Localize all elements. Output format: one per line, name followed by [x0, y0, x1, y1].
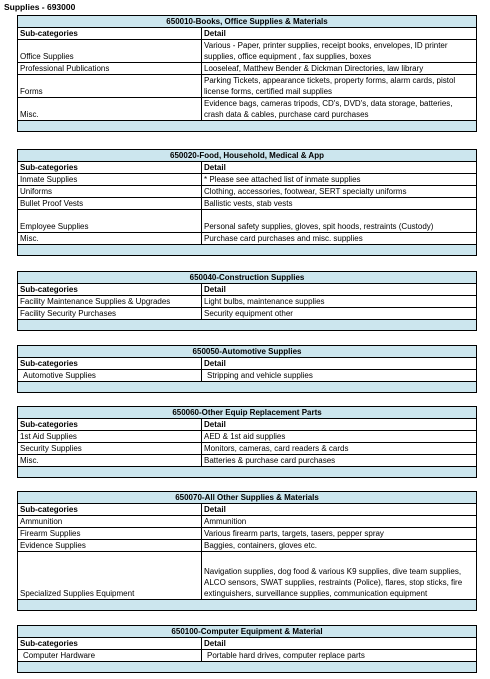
col-header-detail: Detail	[202, 419, 477, 431]
section-table-books-office	[17, 15, 477, 132]
table-row	[18, 40, 477, 63]
detail-cell: Parking Tickets, appearance tickets, property forms, alarm cards, pistol license forms, certified mail supplies	[202, 75, 477, 98]
section-title: 650050-Automotive Supplies	[18, 346, 477, 358]
subcategory-cell: Evidence Supplies	[18, 540, 202, 552]
section-table-food-household	[17, 149, 477, 256]
detail-cell: Baggies, containers, gloves etc.	[202, 540, 477, 552]
section-footer	[18, 382, 477, 393]
col-header-detail: Detail	[202, 284, 477, 296]
col-header-subcategories: Sub-categories	[18, 504, 202, 516]
subcategory-cell: Forms	[18, 75, 202, 98]
table-row	[18, 443, 477, 455]
detail-cell: Various firearm parts, targets, tasers, pepper spray	[202, 528, 477, 540]
col-header-subcategories: Sub-categories	[18, 28, 202, 40]
section-table-equip-replacement	[17, 406, 477, 478]
section-footer	[18, 600, 477, 611]
subcategory-cell: Computer Hardware	[18, 650, 202, 662]
subcategory-cell: Misc.	[18, 98, 202, 121]
detail-cell: Light bulbs, maintenance supplies	[202, 296, 477, 308]
col-header-subcategories: Sub-categories	[18, 162, 202, 174]
table-row	[18, 540, 477, 552]
section-table-computer-equipment	[17, 625, 477, 673]
col-header-detail: Detail	[202, 638, 477, 650]
subcategory-cell: Security Supplies	[18, 443, 202, 455]
detail-cell: Looseleaf, Matthew Bender & Dickman Directories, law library	[202, 63, 477, 75]
detail-cell: Clothing, accessories, footwear, SERT specialty uniforms	[202, 186, 477, 198]
detail-cell: Various - Paper, printer supplies, receipt books, envelopes, ID printer supplies, office equipment , fax supplies, boxes	[202, 40, 477, 63]
section-title: 650100-Computer Equipment & Material	[18, 626, 477, 638]
subcategory-cell: Firearm Supplies	[18, 528, 202, 540]
detail-cell: Monitors, cameras, card readers & cards	[202, 443, 477, 455]
subcategory-cell: 1st Aid Supplies	[18, 431, 202, 443]
col-header-detail: Detail	[202, 28, 477, 40]
subcategory-cell: Office Supplies	[18, 40, 202, 63]
col-header-subcategories: Sub-categories	[18, 638, 202, 650]
table-row	[18, 210, 477, 233]
detail-cell: Evidence bags, cameras tripods, CD's, DVD's, data storage, batteries, crash data & cables, purchase card purchases	[202, 98, 477, 121]
detail-cell: Purchase card purchases and misc. supplies	[202, 233, 477, 245]
subcategory-cell: Specialized Supplies Equipment	[18, 552, 202, 600]
section-footer	[18, 467, 477, 478]
section-footer	[18, 320, 477, 331]
table-row	[18, 370, 477, 382]
page-title: Supplies - 693000	[4, 2, 76, 12]
section-footer	[18, 245, 477, 256]
detail-cell: Batteries & purchase card purchases	[202, 455, 477, 467]
section-table-automotive	[17, 345, 477, 393]
table-row	[18, 75, 477, 98]
col-header-detail: Detail	[202, 358, 477, 370]
subcategory-cell: Automotive Supplies	[18, 370, 202, 382]
table-row	[18, 431, 477, 443]
detail-cell: Stripping and vehicle supplies	[202, 370, 477, 382]
section-table-all-other	[17, 491, 477, 611]
table-row	[18, 233, 477, 245]
section-title: 650060-Other Equip Replacement Parts	[18, 407, 477, 419]
detail-cell: * Please see attached list of inmate supplies	[202, 174, 477, 186]
section-title: 650010-Books, Office Supplies & Materials	[18, 16, 477, 28]
subcategory-cell: Facility Maintenance Supplies & Upgrades	[18, 296, 202, 308]
subcategory-cell: Employee Supplies	[18, 210, 202, 233]
subcategory-cell: Misc.	[18, 455, 202, 467]
section-footer	[18, 662, 477, 673]
section-title: 650070-All Other Supplies & Materials	[18, 492, 477, 504]
subcategory-cell: Bullet Proof Vests	[18, 198, 202, 210]
detail-cell: Ammunition	[202, 516, 477, 528]
subcategory-cell: Misc.	[18, 233, 202, 245]
table-row	[18, 528, 477, 540]
table-row	[18, 296, 477, 308]
detail-cell: Personal safety supplies, gloves, spit hoods, restraints (Custody)	[202, 210, 477, 233]
col-header-subcategories: Sub-categories	[18, 358, 202, 370]
table-row	[18, 455, 477, 467]
col-header-detail: Detail	[202, 162, 477, 174]
section-title: 650020-Food, Household, Medical & App	[18, 150, 477, 162]
table-row	[18, 174, 477, 186]
subcategory-cell: Facility Security Purchases	[18, 308, 202, 320]
table-row	[18, 63, 477, 75]
col-header-subcategories: Sub-categories	[18, 419, 202, 431]
table-row	[18, 516, 477, 528]
table-row	[18, 198, 477, 210]
detail-cell: Portable hard drives, computer replace parts	[202, 650, 477, 662]
detail-cell: AED & 1st aid supplies	[202, 431, 477, 443]
col-header-subcategories: Sub-categories	[18, 284, 202, 296]
subcategory-cell: Professional Publications	[18, 63, 202, 75]
detail-cell: Security equipment other	[202, 308, 477, 320]
section-title: 650040-Construction Supplies	[18, 272, 477, 284]
detail-cell: Navigation supplies, dog food & various K9 supplies, dive team supplies, ALCO sensors, SWAT supplies, restraints (Police), flares, stop sticks, fire extinguishers, surveillance supplies, communication equipment	[202, 552, 477, 600]
subcategory-cell: Ammunition	[18, 516, 202, 528]
table-row	[18, 186, 477, 198]
table-row	[18, 98, 477, 121]
subcategory-cell: Inmate Supplies	[18, 174, 202, 186]
section-table-construction	[17, 271, 477, 331]
table-row	[18, 552, 477, 600]
col-header-detail: Detail	[202, 504, 477, 516]
table-row	[18, 308, 477, 320]
subcategory-cell: Uniforms	[18, 186, 202, 198]
detail-cell: Ballistic vests, stab vests	[202, 198, 477, 210]
section-footer	[18, 121, 477, 132]
table-row	[18, 650, 477, 662]
